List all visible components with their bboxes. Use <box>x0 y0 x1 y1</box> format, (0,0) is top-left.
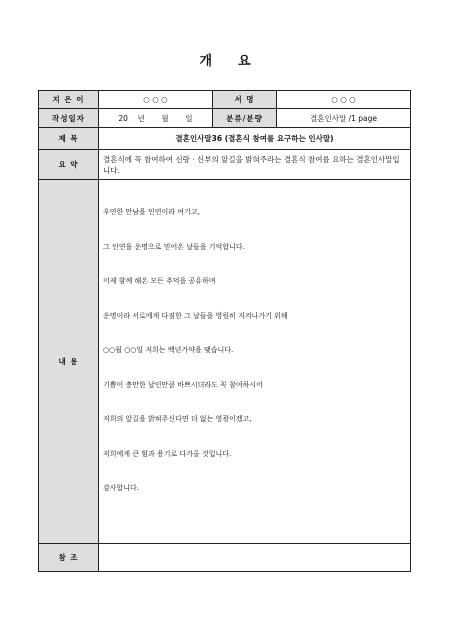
subject-label: 제 목 <box>39 128 99 150</box>
row-content <box>39 180 411 544</box>
signature-label: 서 명 <box>213 91 277 109</box>
overview-table <box>38 90 411 572</box>
content-line: 그 인연을 운명으로 믿어온 날들을 기억합니다. <box>103 242 245 251</box>
title-part-2: 요 <box>238 54 251 69</box>
row-subject <box>39 128 411 150</box>
category-label: 분류/분량 <box>213 109 277 128</box>
content-line: ○○월 ○○일 저희는 백년가약을 맺습니다. <box>103 346 234 355</box>
content-line: 이제 함께 해온 모든 추억을 공유하며 <box>103 277 216 286</box>
row-summary <box>39 150 411 180</box>
row-reference <box>39 544 411 572</box>
date-value: 20 년 월 일 <box>99 109 213 128</box>
row-date <box>39 109 411 128</box>
content-line: 우연한 만남을 인연이라 여기고, <box>103 208 200 217</box>
author-label: 지 은 이 <box>39 91 99 109</box>
document-title <box>0 50 450 69</box>
subject-value: 결혼인사말36 (결혼식 참여를 요구하는 인사말) <box>99 128 411 150</box>
summary-label: 요 약 <box>39 150 99 180</box>
content-line: 기쁨이 충만한 날인만큼 바쁘시더라도 꼭 참여하시어 <box>103 380 263 389</box>
row-author <box>39 91 411 109</box>
content-label: 내 용 <box>39 180 99 544</box>
content-line: 감사합니다. <box>103 484 140 493</box>
category-value: 결혼인사말 /1 page <box>277 109 411 128</box>
summary-value: 결혼식에 꼭 참여하여 신랑 · 신부의 앞길을 밝혀주라는 결혼식 참여를 요하는 결혼인사말입니다. <box>99 150 411 180</box>
reference-value <box>99 544 411 572</box>
content-body <box>99 180 411 544</box>
content-line: 저희의 앞길을 밝혀주신다면 더 없는 영광이겠고, <box>103 415 252 424</box>
title-part-1: 개 <box>199 54 212 69</box>
author-value: ○ ○ ○ <box>99 91 213 109</box>
content-line: 저희에게 큰 힘과 용기로 다가올 것입니다. <box>103 449 232 458</box>
signature-value: ○ ○ ○ <box>277 91 411 109</box>
content-line: 운명이라 서로에게 다짐한 그 날들을 영원히 지켜나가기 위해 <box>103 311 288 320</box>
date-label: 작성일자 <box>39 109 99 128</box>
reference-label: 참 조 <box>39 544 99 572</box>
